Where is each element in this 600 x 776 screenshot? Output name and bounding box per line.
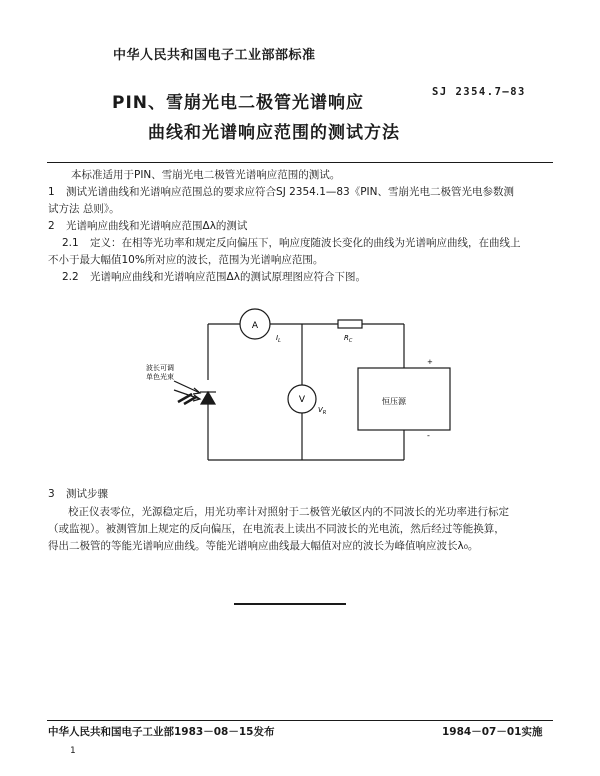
current-label — [276, 334, 281, 344]
issuer-header: 中华人民共和国电子工业部部标准 — [113, 48, 316, 63]
end-of-text-rule — [234, 603, 346, 605]
effective-date: 1984－07－01实施 — [442, 726, 543, 738]
section-1-line-2: 试方法 总则》。 — [48, 203, 120, 215]
section-2-1-line-2: 不小于最大幅值10%所对应的波长，范围为光谱响应范围。 — [48, 254, 324, 266]
voltage-source-label: 恒压源 — [382, 397, 406, 406]
section-3-line-1: 校正仪表零位，光源稳定后，用光功率计对照射于二极管光敏区内的不同波长的光功率进行标定 — [68, 506, 509, 518]
reverse-voltage-sub: R — [322, 410, 327, 416]
reverse-voltage-main: V — [318, 406, 323, 414]
intro-paragraph: 本标准适用于PIN、雪崩光电二极管光谱响应范围的测试。 — [71, 169, 341, 181]
minus-terminal-label: - — [427, 431, 430, 440]
section-2-1-number: 2.1 — [62, 237, 79, 249]
footer-divider — [47, 720, 553, 721]
section-1-number: 1 — [48, 186, 55, 198]
current-label-sub: L — [278, 338, 281, 344]
section-2-heading: 光谱响应曲线和光谱响应范围Δλ的测试 — [66, 220, 248, 232]
section-3-line-2: （或监视）。被测管加上规定的反向偏压，在电流表上读出不同波长的光电流，然后经过等能换算， — [48, 523, 505, 535]
section-3-heading: 测试步骤 — [66, 488, 109, 500]
issue-date: 中华人民共和国电子工业部1983－08－15发布 — [48, 726, 275, 738]
section-3 — [48, 486, 108, 503]
section-1-line-1: 测试光谱曲线和光谱响应范围总的要求应符合SJ 2354.1—83《PIN、雪崩光电二极管光电参数测 — [66, 186, 515, 198]
voltmeter-symbol: V — [298, 395, 306, 405]
section-2-number: 2 — [48, 220, 55, 232]
standard-number: SJ 2354.7—83 — [432, 86, 526, 98]
light-beam-label-1: 波长可调 — [146, 364, 174, 372]
section-2-2-number: 2.2 — [62, 271, 79, 283]
resistor-label-main: R — [344, 334, 349, 342]
photodiode-icon — [201, 392, 215, 404]
title-line-2: 曲线和光谱响应范围的测试方法 — [148, 123, 400, 143]
section-2-2-text: 光谱响应曲线和光谱响应范围Δλ的测试原理图应符合下图。 — [90, 271, 366, 283]
reverse-voltage-label — [318, 406, 326, 416]
section-3-number: 3 — [48, 488, 55, 500]
section-3-line-3: 得出二极管的等能光谱响应曲线。等能光谱响应曲线最大幅值对应的波长为峰值响应波长λ₀。 — [48, 540, 479, 552]
resistor — [338, 320, 362, 328]
resistor-label — [344, 334, 353, 344]
resistor-label-sub: C — [348, 338, 353, 344]
section-2-1-line-1: 定义：在相等光功率和规定反向偏压下，响应度随波长变化的曲线为光谱响应曲线，在曲线上 — [90, 237, 521, 249]
plus-terminal-label: + — [427, 358, 433, 366]
title-line-1: PIN、雪崩光电二极管光谱响应 — [112, 93, 365, 113]
light-beam-label-2: 单色光束 — [146, 373, 174, 381]
current-label-main: I — [276, 334, 279, 342]
page-number: 1 — [70, 746, 76, 756]
ammeter-symbol: A — [251, 321, 259, 331]
